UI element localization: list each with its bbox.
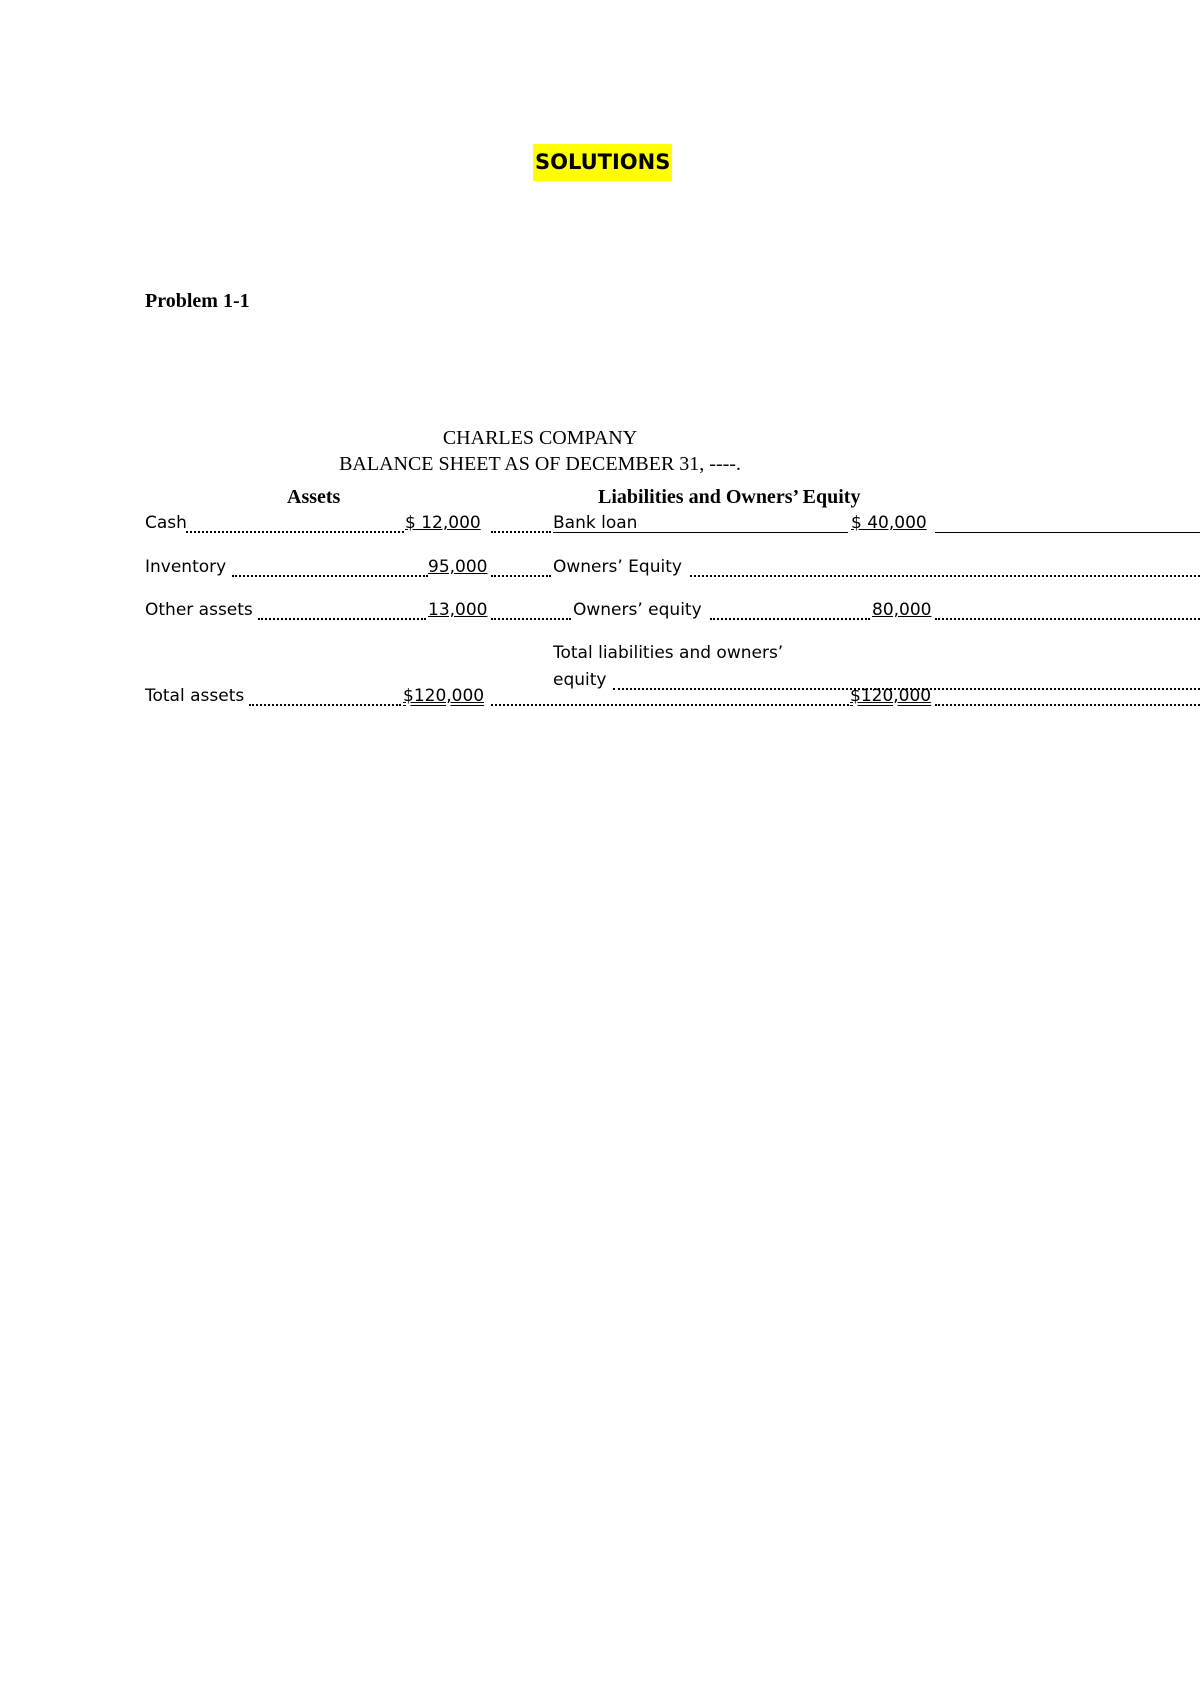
cash-amount: $ 12,000	[405, 513, 481, 533]
leader-dots	[249, 704, 401, 706]
leader-dots	[935, 704, 1200, 706]
rule-line	[553, 532, 848, 533]
leader-dots	[186, 531, 404, 533]
problem-label: Problem 1-1	[145, 290, 250, 312]
leader-dots	[491, 575, 551, 577]
company-name: CHARLES COMPANY	[442, 427, 638, 449]
bank-loan-label: Bank loan	[553, 513, 638, 533]
other-assets-amount: 13,000	[428, 600, 488, 620]
leader-dots	[491, 531, 551, 533]
bank-loan-amount: $ 40,000	[851, 513, 927, 533]
inventory-label: Inventory	[145, 557, 227, 577]
assets-column-header: Assets	[287, 486, 341, 508]
total-assets-amount: $120,000	[403, 686, 485, 706]
leader-dots	[491, 618, 571, 620]
other-assets-label: Other assets	[145, 600, 253, 620]
liabilities-column-header: Liabilities and Owners’ Equity	[598, 486, 861, 508]
owners-equity-label: Owners’ equity	[573, 600, 702, 620]
leader-dots	[258, 618, 426, 620]
total-assets-label: Total assets	[145, 686, 245, 706]
leader-dots	[710, 618, 870, 620]
leader-dots	[232, 575, 428, 577]
total-liabilities-label-line1: Total liabilities and owners’	[553, 643, 784, 663]
owners-equity-header: Owners’ Equity	[553, 557, 682, 577]
cash-label: Cash	[145, 513, 187, 533]
total-liabilities-label-line2: equity	[553, 670, 607, 690]
inventory-amount: 95,000	[428, 557, 488, 577]
leader-dots	[491, 704, 849, 706]
solutions-heading: SOLUTIONS	[533, 144, 672, 181]
owners-equity-amount: 80,000	[872, 600, 932, 620]
leader-dots	[935, 618, 1200, 620]
leader-dots	[690, 575, 1200, 577]
rule-line	[935, 532, 1200, 533]
balance-sheet-title: BALANCE SHEET AS OF DECEMBER 31, ----.	[339, 453, 741, 475]
total-liabilities-amount: $120,000	[850, 686, 932, 706]
